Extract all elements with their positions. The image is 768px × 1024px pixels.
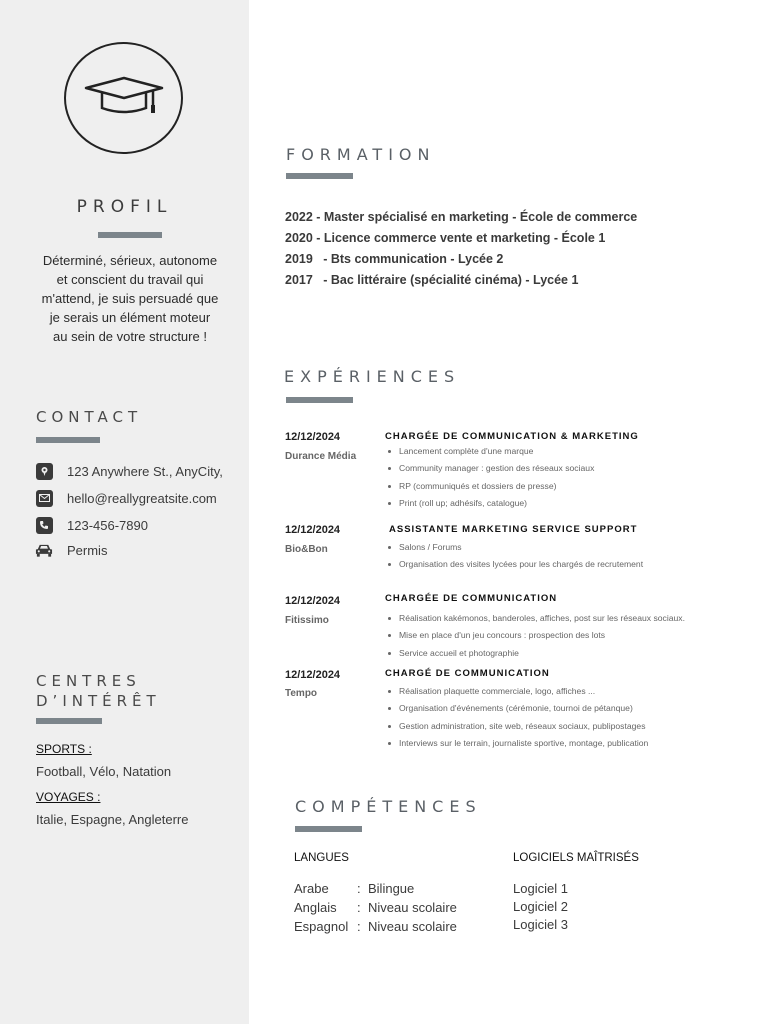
language-row xyxy=(294,900,457,915)
formation-title: FORMATION xyxy=(286,145,436,164)
profil-line: et conscient du travail qui xyxy=(56,272,204,287)
formation-item: 2022 - Master spécialisé en marketing - École de commerce xyxy=(285,210,638,224)
sports-label: SPORTS : xyxy=(36,742,92,756)
experience-bullet: RP (communiqués et dossiers de presse) xyxy=(387,478,594,495)
experience-company: Tempo xyxy=(285,688,318,699)
software-item: Logiciel 2 xyxy=(513,899,568,914)
profil-text xyxy=(30,251,230,346)
profil-line: Déterminé, sérieux, autonome xyxy=(42,253,218,268)
experience-bullet: Réalisation plaquette commerciale, logo, affiches ... xyxy=(387,683,648,700)
contact-email[interactable] xyxy=(35,489,217,507)
envelope-icon xyxy=(35,489,53,507)
contact-address-text: 123 Anywhere St., AnyCity, xyxy=(67,463,223,479)
language-level: Bilingue xyxy=(368,881,415,896)
sidebar xyxy=(0,0,249,1024)
profil-line: m'attend, je suis persuadé que xyxy=(41,291,219,306)
experience-bullet: Organisation d'événements (cérémonie, tournoi de pétanque) xyxy=(387,700,648,717)
formation-item: 2017 - Bac littéraire (spécialité cinéma) - Lycée 1 xyxy=(285,273,579,287)
profil-title: PROFIL xyxy=(76,197,173,217)
car-icon xyxy=(35,541,53,559)
formation-divider xyxy=(286,173,353,179)
interests-title-line: D’INTÉRÊT xyxy=(36,692,161,710)
phone-icon xyxy=(35,516,53,534)
contact-divider xyxy=(36,437,100,443)
sports-text: Football, Vélo, Natation xyxy=(36,764,172,779)
experience-bullet: Organisation des visites lycées pour les chargés de recrutement xyxy=(387,556,643,573)
language-level: Niveau scolaire xyxy=(368,919,457,934)
experience-role: CHARGÉE DE COMMUNICATION & MARKETING xyxy=(385,431,639,442)
travel-label: VOYAGES : xyxy=(36,790,101,804)
contact-title: CONTACT xyxy=(36,408,143,426)
language-name: Anglais xyxy=(294,900,337,915)
formation-item: 2019 - Bts communication - Lycée 2 xyxy=(285,252,504,266)
experience-date: 12/12/2024 xyxy=(285,669,341,681)
language-level: Niveau scolaire xyxy=(368,900,457,915)
contact-license xyxy=(35,541,107,559)
contact-license-text: Permis xyxy=(67,542,108,558)
competences-divider xyxy=(295,826,362,832)
experience-company: Bio&Bon xyxy=(285,544,328,555)
experience-date: 12/12/2024 xyxy=(285,524,341,536)
interests-divider xyxy=(36,718,102,724)
experience-bullet: Print (roll up; adhésifs, catalogue) xyxy=(387,495,594,512)
experience-bullet: Réalisation kakémonos, banderoles, affiches, post sur les réseaux sociaux. xyxy=(387,610,685,627)
experience-bullets xyxy=(387,683,648,752)
experiences-divider xyxy=(286,397,353,403)
profil-divider xyxy=(98,232,162,238)
contact-address xyxy=(35,462,223,480)
experience-date: 12/12/2024 xyxy=(285,431,341,443)
experience-bullets xyxy=(387,539,643,574)
experience-company: Fitissimo xyxy=(285,615,329,626)
profil-line: au sein de votre structure ! xyxy=(53,329,207,344)
competences-title: COMPÉTENCES xyxy=(295,797,482,816)
experience-bullet: Gestion administration, site web, réseaux sociaux, publipostages xyxy=(387,718,648,735)
language-separator: : xyxy=(357,900,361,915)
experience-bullets xyxy=(387,443,594,512)
language-separator: : xyxy=(357,919,361,934)
experience-role: CHARGÉ DE COMMUNICATION xyxy=(385,668,550,679)
experiences-title: EXPÉRIENCES xyxy=(284,367,461,386)
experience-bullet: Salons / Forums xyxy=(387,539,643,556)
experience-date: 12/12/2024 xyxy=(285,595,341,607)
avatar xyxy=(64,42,183,154)
language-name: Espagnol xyxy=(294,919,349,934)
experience-bullet: Service accueil et photographie xyxy=(387,645,685,662)
software-item: Logiciel 1 xyxy=(513,881,568,896)
languages-header: LANGUES xyxy=(294,852,349,864)
profil-line: je serais un élément moteur xyxy=(49,310,211,325)
graduation-cap-icon xyxy=(83,74,165,122)
experience-bullets xyxy=(387,610,685,662)
travel-text: Italie, Espagne, Angleterre xyxy=(36,812,189,827)
experience-bullet: Interviews sur le terrain, journaliste sportive, montage, publication xyxy=(387,735,648,752)
language-row xyxy=(294,881,414,896)
language-name: Arabe xyxy=(294,881,329,896)
experience-bullet: Community manager : gestion des réseaux sociaux xyxy=(387,460,594,477)
interests-title xyxy=(36,671,161,711)
language-separator: : xyxy=(357,881,361,896)
software-header: LOGICIELS MAÎTRISÉS xyxy=(513,852,639,864)
contact-phone-text[interactable]: 123-456-7890 xyxy=(67,517,148,533)
main-content xyxy=(249,0,768,1024)
software-item: Logiciel 3 xyxy=(513,917,568,932)
experience-role: ASSISTANTE MARKETING SERVICE SUPPORT xyxy=(389,524,638,535)
experience-role: CHARGÉE DE COMMUNICATION xyxy=(385,593,558,604)
contact-phone[interactable] xyxy=(35,516,148,534)
experience-bullet: Lancement complète d'une marque xyxy=(387,443,594,460)
location-pin-icon xyxy=(35,462,53,480)
contact-email-text[interactable]: hello@reallygreatsite.com xyxy=(67,490,217,506)
experience-bullet: Mise en place d'un jeu concours : prospection des lots xyxy=(387,627,685,644)
language-row xyxy=(294,919,457,934)
experience-company: Durance Média xyxy=(285,451,357,462)
interests-title-line: CENTRES xyxy=(36,672,141,690)
formation-item: 2020 - Licence commerce vente et marketing - École 1 xyxy=(285,231,606,245)
